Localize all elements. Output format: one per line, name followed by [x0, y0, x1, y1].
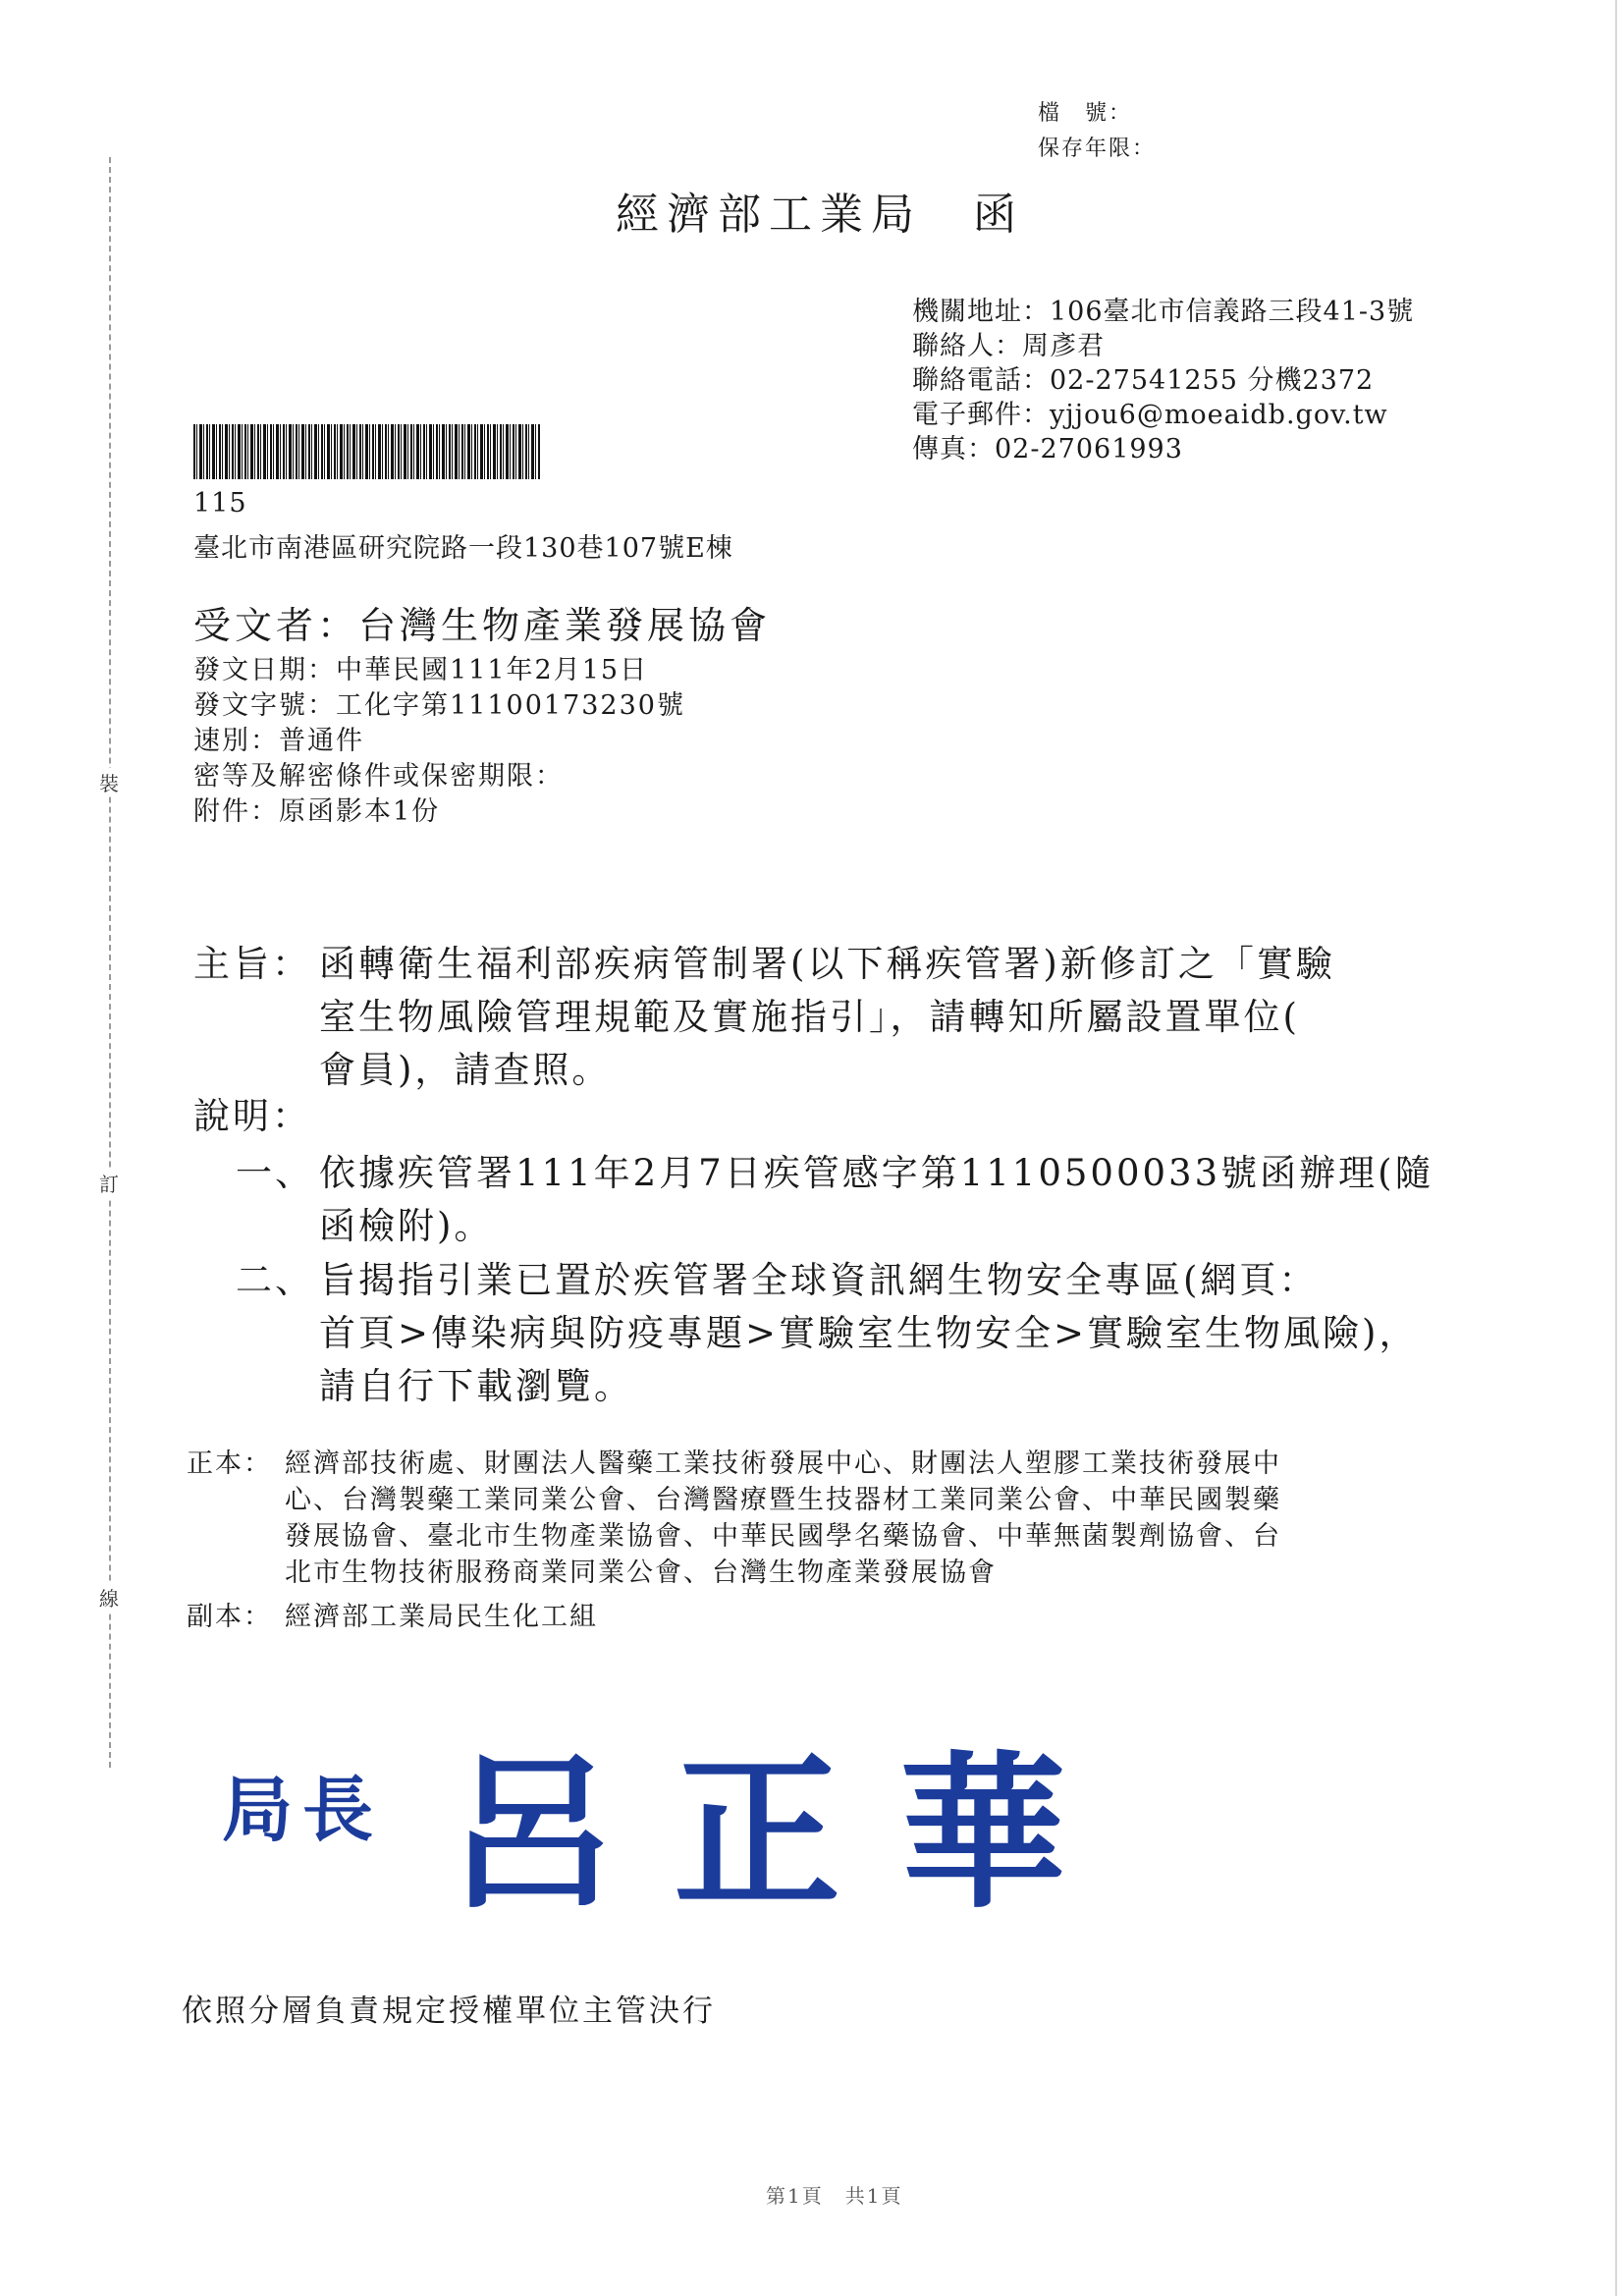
- contact-address: 機關地址：106臺北市信義路三段41-3號: [912, 297, 1415, 327]
- subject-line: 函轉衛生福利部疾病管制署(以下稱疾管署)新修訂之「實驗: [319, 943, 1335, 985]
- cc-recipient: 經濟部工業局民生化工組: [285, 1602, 598, 1632]
- binding-mark-ding: 訂: [94, 1169, 124, 1197]
- subject-line: 會員)，請查照。: [319, 1049, 612, 1091]
- contact-phone: 聯絡電話：02-27541255 分機2372: [912, 365, 1375, 396]
- document-title: 經濟部工業局 函: [616, 190, 1024, 240]
- explanation-label: 說明：: [193, 1095, 311, 1137]
- signature-role: 局長: [222, 1768, 384, 1851]
- main-recipients-line: 發展協會、臺北市生物產業協會、中華民國學名藥協會、中華無菌製劑協會、台: [285, 1521, 1281, 1552]
- dispatch-speed: 速別：普通件: [193, 726, 364, 756]
- signature-name: 呂正華: [448, 1735, 1126, 1932]
- file-number-label: 檔 號：: [1038, 101, 1133, 126]
- dispatch-secrecy: 密等及解密條件或保密期限：: [193, 761, 564, 792]
- explanation-item-2: [319, 1254, 1418, 1413]
- explanation-item-num: 一、: [236, 1152, 314, 1194]
- explanation-line: 依據疾管署111年2月7日疾管感字第1110500033號函辦理(隨: [319, 1152, 1434, 1194]
- main-recipients: [285, 1446, 1281, 1591]
- contact-block: [912, 295, 1414, 466]
- barcode: [193, 424, 541, 479]
- postal-code: 115: [193, 488, 247, 519]
- explanation-line: 請自行下載瀏覽。: [319, 1365, 633, 1407]
- explanation-item-num: 二、: [236, 1259, 314, 1301]
- cc-label: 副本：: [187, 1602, 272, 1632]
- binding-line: [109, 157, 111, 1768]
- dispatch-attachment: 附件：原函影本1份: [193, 796, 441, 827]
- page-number: 第1頁 共1頁: [766, 2184, 903, 2208]
- subject-text: [319, 938, 1335, 1097]
- signature-stamp: [222, 1699, 1126, 1932]
- contact-fax: 傳真：02-27061993: [912, 434, 1183, 465]
- contact-email: 電子郵件：yjjou6@moeaidb.gov.tw: [912, 400, 1388, 430]
- subject-label: 主旨：: [193, 943, 311, 985]
- main-recipients-line: 經濟部技術處、財團法人醫藥工業技術發展中心、財團法人塑膠工業技術發展中: [285, 1449, 1281, 1479]
- subject-line: 室生物風險管理規範及實施指引」，請轉知所屬設置單位(: [319, 996, 1300, 1038]
- recipient: 受文者：台灣生物產業發展協會: [193, 604, 772, 647]
- binding-mark-xian: 線: [94, 1583, 124, 1612]
- mailing-address: 臺北市南港區研究院路一段130巷107號E棟: [193, 533, 733, 564]
- main-recipients-label: 正本：: [187, 1449, 272, 1479]
- delegation-note: 依照分層負責規定授權單位主管決行: [182, 1994, 716, 2029]
- scan-edge: [1615, 0, 1617, 2296]
- explanation-line: 首頁>傳染病與防疫專題>實驗室生物安全>實驗室生物風險)，: [319, 1312, 1419, 1354]
- main-recipients-line: 心、台灣製藥工業同業公會、台灣醫療暨生技器材工業同業公會、中華民國製藥: [285, 1485, 1281, 1515]
- contact-person: 聯絡人：周彥君: [912, 331, 1105, 361]
- retention-label: 保存年限：: [1038, 137, 1157, 161]
- main-recipients-line: 北市生物技術服務商業同業公會、台灣生物產業發展協會: [285, 1558, 997, 1588]
- explanation-line: 旨揭指引業已置於疾管署全球資訊網生物安全專區(網頁：: [319, 1259, 1319, 1301]
- dispatch-number: 發文字號：工化字第11100173230號: [193, 690, 685, 721]
- explanation-line: 函檢附)。: [319, 1205, 494, 1247]
- dispatch-date: 發文日期：中華民國111年2月15日: [193, 655, 649, 685]
- dispatch-info: [193, 653, 685, 830]
- explanation-item-1: [319, 1147, 1434, 1253]
- binding-mark-zhuang: 裝: [94, 768, 124, 796]
